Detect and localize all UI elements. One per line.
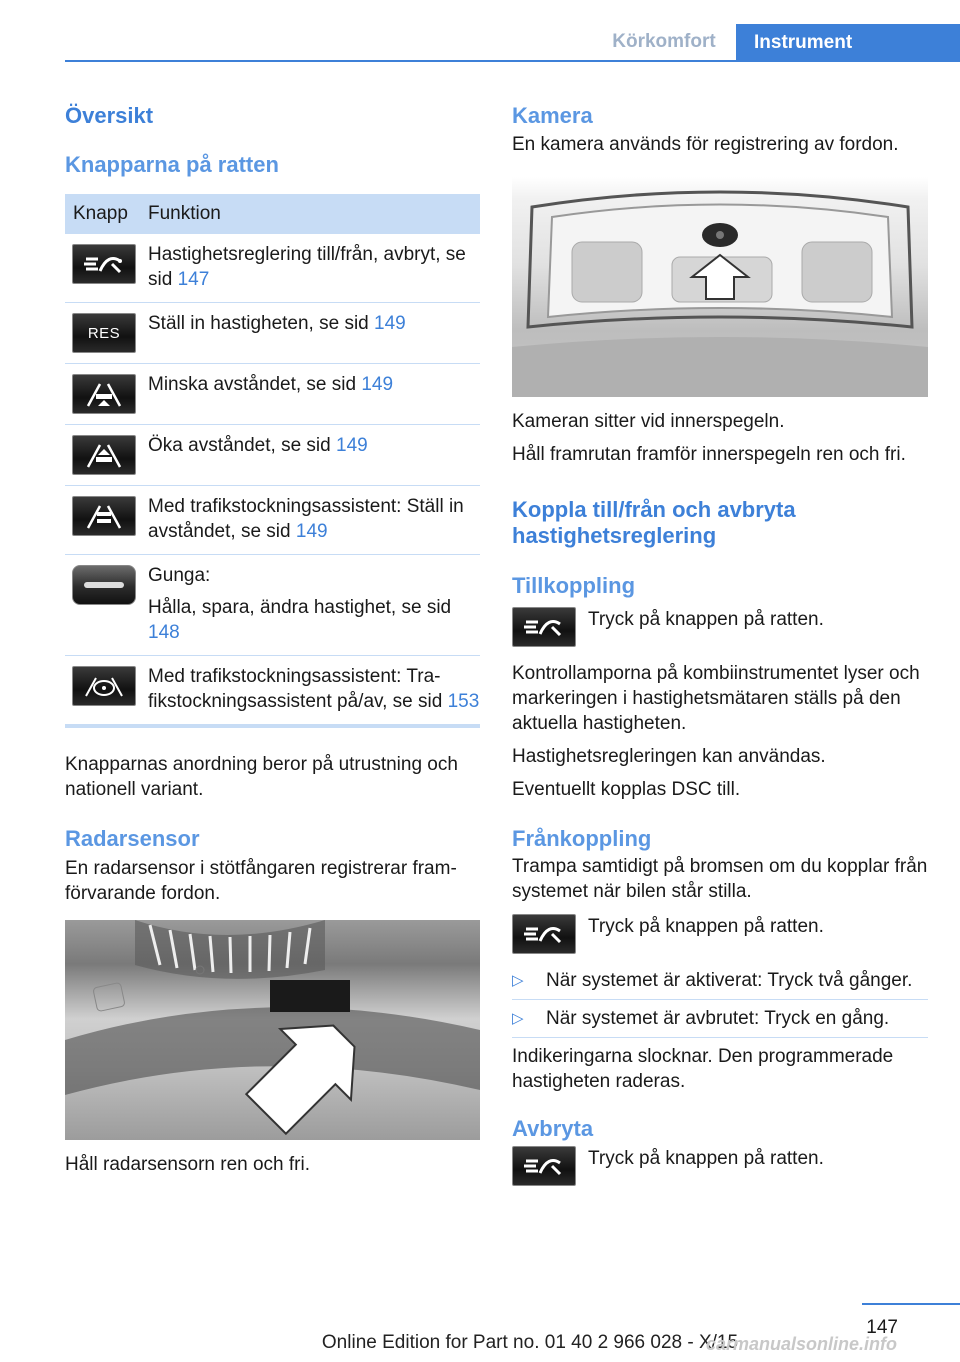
radar-sensor-photo [65, 920, 480, 1140]
edition-text: Online Edition for Part no. 01 40 2 966 028 - X/15 [321, 1332, 739, 1353]
heading-koppla: Koppla till/från och avbryta hastighetsreglering [512, 497, 796, 548]
text-dsc: Eventuellt kopplas DSC till. [512, 779, 741, 800]
text-radar: En radarsensor i stötfångaren registrerar fram‐förvarande fordon. [65, 858, 457, 904]
camera-photo [512, 177, 928, 397]
row-text: Hastighetsreglering till/från, avbryt, se sid [148, 244, 466, 290]
list-item [512, 962, 928, 1000]
row-text: Gunga: [148, 565, 211, 586]
page-ref-link[interactable]: 149 [295, 521, 328, 542]
right-column [512, 100, 928, 1186]
text-kamera-pos: Kameran sitter vid innerspegeln. [512, 411, 785, 432]
watermark: carmanualsonline.info [706, 1334, 898, 1354]
button-table [65, 194, 480, 728]
text-radar-clean: Håll radarsensorn ren och fri. [65, 1154, 310, 1175]
text-kontroll: Kontrollamporna på kombiinstrumentet lyser och markeringen i hastighetsmätaren ställs på den aktuella hastigheten. [512, 663, 920, 734]
heading-avbryta: Avbryta [512, 1116, 594, 1141]
tab-instrument[interactable]: Instrument [736, 24, 960, 62]
table-row [65, 656, 480, 727]
table-row [65, 234, 480, 303]
traffic-jam-assistant-icon [72, 666, 136, 706]
page-ref-link[interactable]: 149 [361, 374, 394, 395]
heading-oversikt: Översikt [65, 103, 154, 128]
header-rule [65, 60, 960, 62]
page-number: 147 [866, 1317, 898, 1338]
page-ref-link[interactable]: 147 [177, 269, 210, 290]
footer-rule [862, 1303, 960, 1305]
text-trampa: Trampa samtidigt på bromsen om du kopplar från systemet när bilen står stilla. [512, 856, 928, 902]
rocker-icon [72, 565, 136, 605]
row-text: Ställ in hastigheten, se sid [148, 313, 375, 334]
res-icon-label: RES [87, 324, 121, 342]
row-text: Med trafikstockningsassistent: Ställ in avståndet, se sid [148, 496, 464, 542]
text-anordning: Knapparnas anordning beror på utrustning och nationell variant. [65, 754, 458, 800]
cruise-control-icon [72, 244, 136, 284]
text-kan: Hastighetsregleringen kan användas. [512, 746, 826, 767]
table-header-funktion: Funktion [148, 194, 480, 234]
page-ref-link[interactable]: 149 [374, 313, 406, 334]
page-header [0, 0, 960, 64]
heading-kamera: Kamera [512, 103, 593, 128]
table-header-knapp: Knapp [65, 194, 148, 234]
table-row [65, 555, 480, 656]
list-item-text: När systemet är avbrutet: Tryck en gång. [546, 1008, 890, 1029]
heading-knapparna: Knapparna på ratten [65, 152, 279, 177]
cruise-control-icon [512, 607, 576, 647]
left-column [65, 100, 480, 1177]
distance-set-icon [72, 496, 136, 536]
res-icon [72, 313, 136, 353]
bullet-list [512, 962, 928, 1038]
cruise-control-icon [512, 1146, 576, 1186]
table-row [65, 364, 480, 425]
row-text: Minska avståndet, se sid [148, 374, 362, 395]
heading-tillkoppling: Tillkoppling [512, 573, 636, 598]
cruise-control-icon [512, 914, 576, 954]
text-tryck: Tryck på knappen på ratten. [588, 609, 824, 630]
row-text: Med trafikstockningsassistent: Tra‐fikstockningsassistent på/av, se sid [148, 666, 448, 712]
triangle-bullet-icon: ▷ [512, 972, 524, 989]
text-kamera: En kamera används för registrering av fordon. [512, 134, 899, 155]
inline-button-row [512, 1146, 928, 1186]
distance-increase-icon [72, 435, 136, 475]
table-row [65, 425, 480, 486]
heading-frankoppling: Frånkoppling [512, 826, 652, 851]
inline-button-row [512, 607, 928, 647]
list-item-text: När systemet är aktiverat: Tryck två gånger. [546, 970, 913, 991]
page-ref-link[interactable]: 149 [336, 435, 368, 456]
triangle-bullet-icon: ▷ [512, 1010, 524, 1027]
text-tryck: Tryck på knappen på ratten. [588, 1148, 824, 1169]
text-kamera-clean: Håll framrutan framför innerspegeln ren och fri. [512, 444, 906, 465]
text-tryck: Tryck på knappen på ratten. [588, 916, 824, 937]
distance-decrease-icon [72, 374, 136, 414]
tab-korkomfort[interactable]: Körkomfort [612, 31, 716, 52]
heading-radarsensor: Radarsensor [65, 826, 200, 851]
table-row [65, 303, 480, 364]
inline-button-row [512, 914, 928, 954]
page-ref-link[interactable]: 153 [447, 691, 480, 712]
row-text: Öka avståndet, se sid [148, 435, 336, 456]
list-item [512, 1000, 928, 1038]
table-row [65, 486, 480, 555]
page-ref-link[interactable]: 148 [148, 622, 180, 643]
row-text: Hålla, spara, ändra hastighet, se sid [148, 597, 452, 618]
text-indik: Indikeringarna slocknar. Den programmerade hastigheten raderas. [512, 1046, 894, 1092]
